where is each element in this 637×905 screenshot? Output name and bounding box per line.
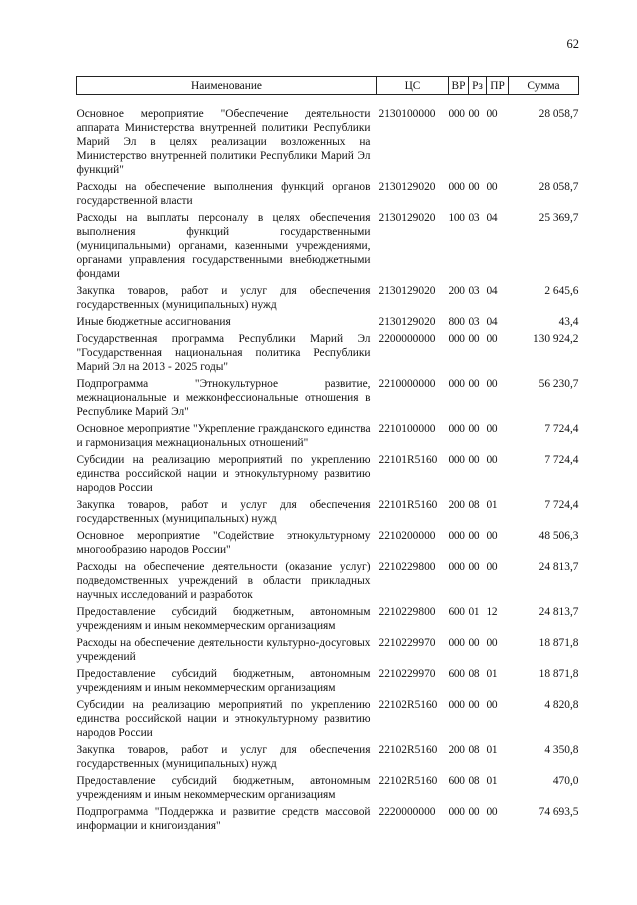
table-row [77,284,579,315]
row-vr-cell: 000 [448,108,465,120]
row-vr-cell: 000 [448,378,465,390]
row-cs-cell: 22102R5160 [378,699,438,711]
table-body [77,95,579,837]
row-pr-cell: 00 [486,530,498,542]
table-row [77,560,579,605]
row-pr-cell: 04 [486,285,498,297]
row-pr-cell: 00 [486,806,498,818]
budget-table [76,76,579,836]
row-sum-cell: 470,0 [552,775,579,787]
row-sum-cell: 7 724,4 [544,423,579,435]
row-rz-cell: 00 [468,530,480,542]
row-cs-cell: 22101R5160 [378,499,438,511]
row-pr-cell: 04 [486,316,498,328]
table-row [77,498,579,529]
table-row [77,774,579,805]
row-vr-cell: 800 [448,316,465,328]
row-cs-cell: 2130129020 [378,212,436,224]
row-pr-cell: 00 [486,333,498,345]
row-name-cell: Расходы на обеспечение деятельности (оказание услуг) подведомственных учреждений в области прикладных научных исследований и разработок [76,561,371,601]
row-pr-cell: 00 [486,108,498,120]
row-pr-cell: 01 [486,668,498,680]
column-header-sum: Сумма [509,77,579,95]
row-cs-cell: 2210229800 [378,606,436,618]
row-cs-cell: 2210100000 [378,423,436,435]
row-rz-cell: 00 [468,561,480,573]
table-row [77,211,579,284]
row-pr-cell: 01 [486,499,498,511]
row-sum-cell: 18 871,8 [538,668,579,680]
row-rz-cell: 03 [468,316,480,328]
row-rz-cell: 00 [468,454,480,466]
table-row [77,453,579,498]
row-vr-cell: 000 [448,699,465,711]
row-rz-cell: 00 [468,423,480,435]
row-sum-cell: 74 693,5 [538,806,579,818]
row-vr-cell: 600 [448,606,465,618]
row-vr-cell: 000 [448,333,465,345]
column-header-cs: ЦС [377,77,449,95]
row-vr-cell: 200 [448,499,465,511]
row-cs-cell: 2210229800 [378,561,436,573]
row-name-cell: Закупка товаров, работ и услуг для обеспечения государственных (муниципальных) нужд [76,499,371,525]
row-cs-cell: 2210000000 [378,378,436,390]
row-sum-cell: 4 350,8 [544,744,579,756]
column-header-pr: ПР [487,77,509,95]
table-row [77,805,579,836]
table-row [77,605,579,636]
row-cs-cell: 22101R5160 [378,454,438,466]
table-row [77,180,579,211]
row-cs-cell: 2210200000 [378,530,436,542]
table-row [77,95,579,181]
row-sum-cell: 48 506,3 [538,530,579,542]
row-rz-cell: 00 [468,333,480,345]
row-sum-cell: 24 813,7 [538,606,579,618]
row-pr-cell: 00 [486,378,498,390]
row-rz-cell: 01 [468,606,480,618]
row-cs-cell: 2130129020 [378,285,436,297]
row-vr-cell: 600 [448,775,465,787]
row-sum-cell: 7 724,4 [544,499,579,511]
row-pr-cell: 00 [486,699,498,711]
row-vr-cell: 600 [448,668,465,680]
row-vr-cell: 000 [448,423,465,435]
table-row [77,636,579,667]
row-sum-cell: 7 724,4 [544,454,579,466]
row-sum-cell: 28 058,7 [538,108,579,120]
row-cs-cell: 22102R5160 [378,775,438,787]
row-rz-cell: 00 [468,378,480,390]
row-pr-cell: 00 [486,423,498,435]
row-name-cell: Предоставление субсидий бюджетным, автономным учреждениям и иным некоммерческим организациям [76,606,371,632]
row-sum-cell: 25 369,7 [538,212,579,224]
row-cs-cell: 2130129020 [378,181,436,193]
row-sum-cell: 2 645,6 [544,285,579,297]
row-cs-cell: 2130129020 [378,316,436,328]
row-pr-cell: 04 [486,212,498,224]
row-rz-cell: 08 [468,775,480,787]
row-sum-cell: 130 924,2 [532,333,579,345]
row-cs-cell: 2200000000 [378,333,436,345]
table-row [77,332,579,377]
row-pr-cell: 01 [486,744,498,756]
row-name-cell: Государственная программа Республики Марий Эл "Государственная национальная политика Республики Марий Эл на 2013 - 2025 годы" [76,333,371,373]
row-sum-cell: 24 813,7 [538,561,579,573]
row-rz-cell: 08 [468,499,480,511]
row-pr-cell: 00 [486,637,498,649]
row-rz-cell: 08 [468,744,480,756]
column-header-vr: ВР [449,77,469,95]
row-vr-cell: 200 [448,285,465,297]
row-rz-cell: 00 [468,637,480,649]
column-header-name: Наименование [77,77,377,95]
row-cs-cell: 22102R5160 [378,744,438,756]
row-name-cell: Закупка товаров, работ и услуг для обеспечения государственных (муниципальных) нужд [76,744,371,770]
row-vr-cell: 000 [448,454,465,466]
row-vr-cell: 000 [448,561,465,573]
table-row [77,315,579,332]
table-row [77,377,579,422]
table-row [77,743,579,774]
row-cs-cell: 2210229970 [378,637,436,649]
row-vr-cell: 000 [448,637,465,649]
row-name-cell: Иные бюджетные ассигнования [76,316,231,328]
row-rz-cell: 00 [468,108,480,120]
row-name-cell: Предоставление субсидий бюджетным, автономным учреждениям и иным некоммерческим организациям [76,775,371,801]
row-name-cell: Основное мероприятие "Укрепление гражданского единства и гармонизация межнациональных отношений" [76,423,371,449]
row-cs-cell: 2210229970 [378,668,436,680]
row-pr-cell: 01 [486,775,498,787]
row-cs-cell: 2130100000 [378,108,436,120]
table-row [77,698,579,743]
row-sum-cell: 28 058,7 [538,181,579,193]
row-pr-cell: 00 [486,561,498,573]
row-sum-cell: 43,4 [558,316,579,328]
row-name-cell: Субсидии на реализацию мероприятий по укреплению единства российской нации и этнокультурному развитию народов России [76,454,371,494]
row-name-cell: Закупка товаров, работ и услуг для обеспечения государственных (муниципальных) нужд [76,285,371,311]
row-name-cell: Подпрограмма "Этнокультурное развитие, межнациональные и межконфессиональные отношения в Республике Марий Эл" [76,378,371,418]
row-cs-cell: 2220000000 [378,806,436,818]
row-pr-cell: 00 [486,181,498,193]
row-rz-cell: 03 [468,285,480,297]
row-rz-cell: 00 [468,181,480,193]
row-pr-cell: 00 [486,454,498,466]
column-header-rz: Рз [469,77,487,95]
row-sum-cell: 56 230,7 [538,378,579,390]
table-row [77,422,579,453]
row-rz-cell: 08 [468,668,480,680]
row-name-cell: Расходы на выплаты персоналу в целях обеспечения выполнения функций государственными (муниципальными) органами, казенными учреждениями, органами управления государственными внебюджетными фондами [76,212,371,280]
row-vr-cell: 000 [448,181,465,193]
row-name-cell: Основное мероприятие "Обеспечение деятельности аппарата Министерства внутренней политики Республики Марий Эл в целях реализации возложенных на Министерство внутренней политики Республики Марий Эл функций" [76,108,371,176]
page-number: 62 [566,37,579,51]
row-name-cell: Предоставление субсидий бюджетным, автономным учреждениям и иным некоммерческим организациям [76,668,371,694]
row-rz-cell: 03 [468,212,480,224]
row-name-cell: Расходы на обеспечение деятельности культурно-досуговых учреждений [76,637,371,663]
row-rz-cell: 00 [468,806,480,818]
table-header-row [77,77,579,95]
row-vr-cell: 100 [448,212,465,224]
table-row [77,529,579,560]
row-vr-cell: 200 [448,744,465,756]
row-name-cell: Подпрограмма "Поддержка и развитие средств массовой информации и книгоиздания" [76,806,371,832]
row-name-cell: Субсидии на реализацию мероприятий по укреплению единства российской нации и этнокультурному развитию народов России [76,699,371,739]
row-pr-cell: 12 [486,606,498,618]
row-vr-cell: 000 [448,806,465,818]
row-rz-cell: 00 [468,699,480,711]
row-sum-cell: 18 871,8 [538,637,579,649]
table-row [77,667,579,698]
row-name-cell: Основное мероприятие "Содействие этнокультурному многообразию народов России" [76,530,371,556]
row-sum-cell: 4 820,8 [544,699,579,711]
row-vr-cell: 000 [448,530,465,542]
row-name-cell: Расходы на обеспечение выполнения функций органов государственной власти [76,181,371,207]
